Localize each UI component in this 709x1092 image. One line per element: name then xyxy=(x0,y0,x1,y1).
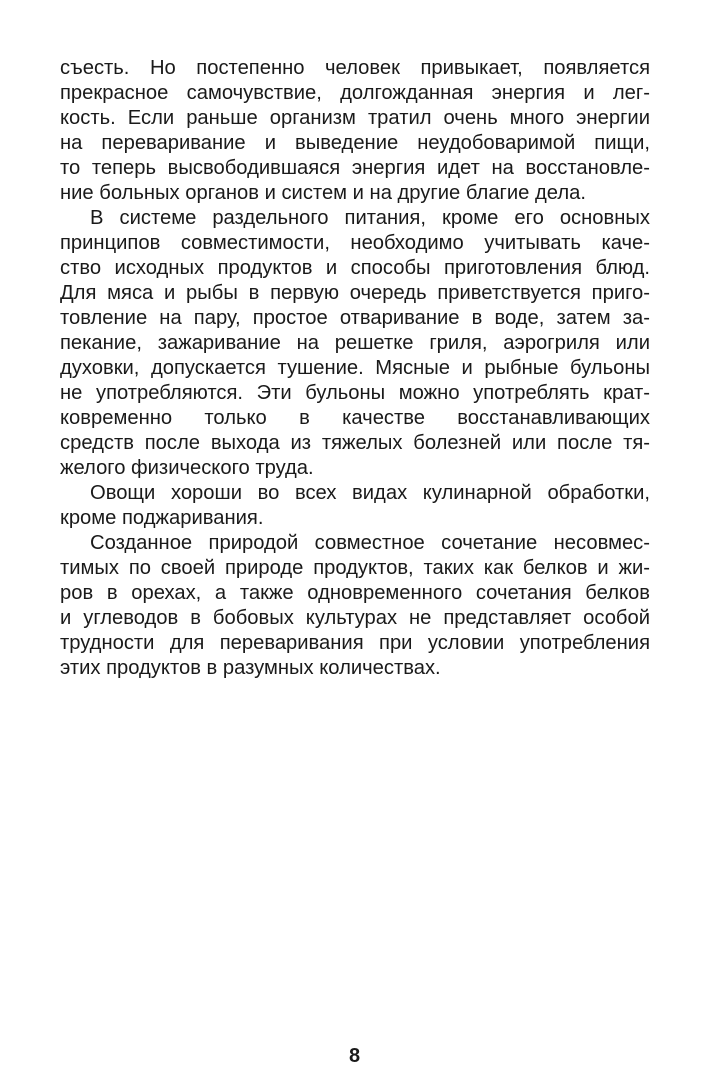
text-line: Созданное природой совместное сочетание несовмес- xyxy=(90,532,650,554)
text-line: то теперь высвободившаяся энергия идет на восстановле- xyxy=(60,157,650,179)
text-line: ство исходных продуктов и способы приготовления блюд. xyxy=(60,257,650,279)
text-line: В системе раздельного питания, кроме его основных xyxy=(90,207,650,229)
text-line: товление на пару, простое отваривание в воде, затем за- xyxy=(60,307,650,329)
text-line: ковременно только в качестве восстанавливающих xyxy=(60,407,650,429)
text-line: Для мяса и рыбы в первую очередь приветствуется приго- xyxy=(60,282,650,304)
text-line: Овощи хороши во всех видах кулинарной обработки, xyxy=(90,482,650,504)
text-line: желого физического труда. xyxy=(60,457,314,479)
text-line: съесть. Но постепенно человек привыкает, появляется xyxy=(60,57,650,79)
text-line: и углеводов в бобовых культурах не представляет особой xyxy=(60,607,650,629)
paragraph-1 xyxy=(60,56,650,206)
text-line: не употребляются. Эти бульоны можно употреблять крат- xyxy=(60,382,650,404)
text-line: кость. Если раньше организм тратил очень много энергии xyxy=(60,107,650,129)
text-line: духовки, допускается тушение. Мясные и рыбные бульоны xyxy=(60,357,650,379)
text-line: ров в орехах, а также одновременного сочетания белков xyxy=(60,582,650,604)
text-line: тимых по своей природе продуктов, таких как белков и жи- xyxy=(60,557,650,579)
text-line: этих продуктов в разумных количествах. xyxy=(60,657,441,679)
text-line: трудности для переваривания при условии употребления xyxy=(60,632,650,654)
text-line: кроме поджаривания. xyxy=(60,507,264,529)
text-line: пекание, зажаривание на решетке гриля, аэрогриля или xyxy=(60,332,650,354)
paragraph-2 xyxy=(60,206,650,481)
text-line: прекрасное самочувствие, долгожданная энергия и лег- xyxy=(60,82,650,104)
text-line: принципов совместимости, необходимо учитывать каче- xyxy=(60,232,650,254)
text-line: на переваривание и выведение неудобоваримой пищи, xyxy=(60,132,650,154)
paragraph-3 xyxy=(60,481,650,531)
paragraph-4 xyxy=(60,531,650,681)
text-line: средств после выхода из тяжелых болезней или после тя- xyxy=(60,432,650,454)
page-number: 8 xyxy=(348,1045,361,1067)
body-text xyxy=(60,56,650,681)
text-line: ние больных органов и систем и на другие благие дела. xyxy=(60,182,586,204)
